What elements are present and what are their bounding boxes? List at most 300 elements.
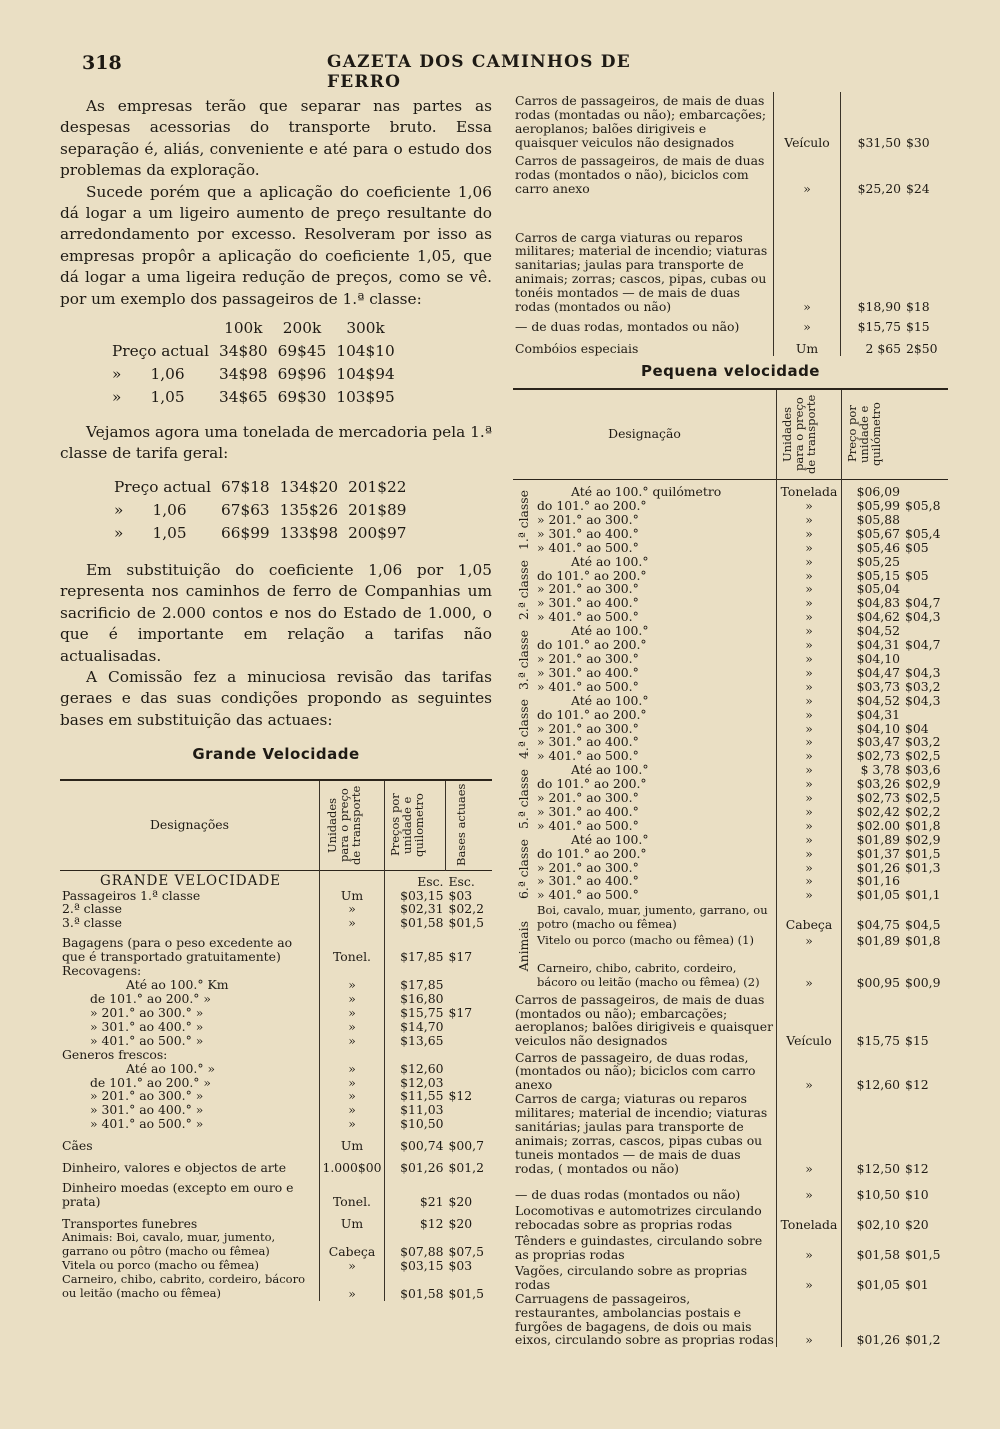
price-cell: $04,83 [842, 596, 903, 610]
unit-cell: » [320, 1034, 385, 1048]
base-cell: $10 [905, 1186, 929, 1202]
unit-cell: » [777, 666, 842, 680]
table-cell: 201$89 [348, 500, 407, 519]
passenger-comparison-table [110, 316, 405, 410]
base-cell [902, 652, 948, 666]
unit-cell: » [777, 527, 842, 541]
price-cell: $17,85 [385, 930, 446, 964]
table-cell: 133$98 [279, 523, 339, 542]
price-cell: $02.00 [842, 819, 903, 833]
base-cell: $04,5 [905, 917, 941, 933]
pequena-velocidade-table [513, 388, 948, 1347]
class-name: 3.ª classe [516, 629, 531, 690]
base-cell: $04,3 [905, 664, 941, 680]
column-header: Unidades para o preço de transporte [320, 780, 385, 870]
table-row [114, 477, 414, 498]
price-cell: $15,75 [842, 990, 903, 1048]
table-row [513, 680, 948, 694]
table-row [60, 1209, 492, 1231]
base-cell: $01,5 [905, 1246, 941, 1262]
unit-cell: » [774, 196, 841, 314]
table-row [513, 708, 948, 722]
table-row [513, 499, 948, 513]
base-cell: $01,2 [905, 1332, 941, 1348]
table-row [112, 341, 403, 362]
row-label: Boi, cavalo, muar, jumento, garrano, ou potro (macho ou fêmea) [537, 903, 768, 932]
table-cell: 69$96 [277, 365, 327, 384]
table-row [513, 990, 948, 1048]
table-row [513, 1262, 948, 1292]
row-label: Até ao 100.° [571, 553, 649, 569]
base-cell: $12 [905, 1160, 929, 1176]
row-label: Carros de passageiros, de mais de duas (montados ou não); embarcações; aeroplanos; balões dirigiveis e quaisquer veiculos não designados [515, 991, 773, 1049]
unit-cell: » [777, 749, 842, 763]
row-label: » 401.° ao 500.° » [90, 1032, 204, 1048]
row-label: — de duas rodas (montados ou não) [515, 1186, 741, 1202]
unit-cell: » [320, 978, 385, 992]
row-label: Cães [62, 1138, 93, 1154]
base-cell: $03,2 [905, 734, 941, 750]
paragraph: Vejamos agora uma tonelada de mercadoria pela 1.ª classe de tarifa geral: [60, 423, 492, 463]
table-row [513, 652, 948, 666]
row-label: » 401.° ao 500.° [537, 817, 639, 833]
base-cell: $01,8 [905, 817, 941, 833]
unit-cell: Um [774, 334, 841, 356]
row-label: Até ao 100.° [571, 623, 649, 639]
row-label: Passageiros 1.ª classe [62, 887, 201, 903]
row-label: do 101.° ao 200.° [537, 567, 647, 583]
row-label: » 201.° ao 300.° » [90, 1004, 204, 1020]
base-cell: $07,5 [448, 1244, 484, 1260]
row-label: Carros de carga; viaturas ou reparos militares; material de incendio; viaturas sanitárias; jaulas para transporte de animais; zorras, cascos, pipas cubas ou tuneis montados — de mais de duas rodas, ( montados ou não) [515, 1091, 768, 1176]
base-cell: $17 [448, 949, 473, 965]
table-row [513, 694, 948, 708]
price-cell: $05,99 [842, 499, 903, 513]
price-cell: $05,46 [842, 541, 903, 555]
table-row [114, 500, 414, 521]
table-row [60, 1273, 492, 1301]
price-cell: $05,04 [842, 582, 903, 596]
base-cell: $20 [448, 1194, 473, 1210]
unit-label: Esc. [448, 873, 475, 889]
table-cell: 103$95 [336, 388, 395, 407]
price-cell: $03,73 [842, 680, 903, 694]
table-cell: 67$18 [221, 477, 270, 496]
table-row [513, 833, 948, 847]
table-row [513, 932, 948, 948]
price-cell: $16,80 [385, 992, 446, 1006]
unit-cell: Tonelada [777, 1202, 842, 1232]
price-cell: $01,26 [842, 861, 903, 875]
row-label: Carros de carga viaturas ou reparos militares; material de incendio; viaturas sanitarias; jaulas para transporte de animais; zorras; cascos, pipas, cubas ou tonéis montados — de mais de duas rodas (montados ou não) [515, 229, 768, 315]
base-cell: $20 [448, 1216, 473, 1232]
price-cell: $04,31 [842, 638, 903, 652]
class-label [513, 694, 535, 764]
unit-cell: » [777, 652, 842, 666]
base-cell: $03 [448, 1257, 473, 1273]
table-row [513, 541, 948, 555]
table-cell: 200$97 [348, 523, 407, 542]
column-header: Designações [150, 817, 229, 833]
unit-cell: » [777, 624, 842, 638]
unit-cell: » [777, 777, 842, 791]
price-cell: $03,15 [385, 1259, 446, 1273]
base-cell [446, 1117, 493, 1131]
price-cell: $02,31 [385, 902, 446, 916]
row-label: Até ao 100.° [571, 692, 649, 708]
table-row [60, 1259, 492, 1273]
unit-cell: » [777, 932, 842, 948]
price-cell: $02,42 [842, 805, 903, 819]
row-label: 2.ª classe [62, 901, 122, 917]
table-cell: » 1,06 [114, 500, 187, 519]
price-cell: $06,09 [842, 479, 903, 499]
unit-cell: » [320, 1020, 385, 1034]
unit-cell: Tonel. [320, 930, 385, 964]
unit-cell: » [320, 1089, 385, 1103]
price-cell: $02,73 [842, 791, 903, 805]
unit-cell: » [320, 1103, 385, 1117]
base-cell [446, 1034, 493, 1048]
price-cell: $04,52 [842, 624, 903, 638]
page-header [82, 52, 692, 92]
goods-comparison-table [112, 475, 416, 546]
table-row [60, 1089, 492, 1103]
base-cell: $04,7 [905, 637, 941, 653]
table-cell: 66$99 [221, 523, 270, 542]
base-cell: 2$50 [906, 341, 938, 357]
row-label: do 101.° ao 200.° [537, 706, 647, 722]
price-cell: $17,85 [385, 978, 446, 992]
unit-cell: » [320, 992, 385, 1006]
table-row [513, 610, 948, 624]
base-cell: $15 [905, 1033, 929, 1049]
row-label: Até ao 100.° [571, 831, 649, 847]
price-cell: $12,03 [385, 1076, 446, 1090]
unit-label: Esc. [385, 870, 446, 888]
unit-cell: » [777, 722, 842, 736]
row-label: do 101.° ao 200.° [537, 498, 647, 513]
table-row [60, 1117, 492, 1131]
unit-cell: » [777, 694, 842, 708]
table-cell: 34$80 [219, 342, 268, 361]
row-label: » 301.° ao 400.° [537, 873, 639, 889]
table-cell: 134$20 [279, 477, 339, 496]
unit-cell: » [777, 763, 842, 777]
base-cell: $01,5 [905, 845, 941, 861]
base-cell: $04,3 [905, 692, 941, 708]
price-cell: $15,75 [385, 1006, 446, 1020]
price-cell: $01,58 [385, 1273, 446, 1301]
table-row [112, 387, 403, 408]
row-label: Dinheiro, valores e objectos de arte [62, 1160, 287, 1176]
unit-cell: » [777, 499, 842, 513]
base-cell: $02,9 [905, 776, 941, 792]
table-row [513, 479, 948, 499]
base-cell: $17 [448, 1004, 473, 1020]
base-cell [902, 582, 948, 596]
row-label: » 301.° ao 400.° [537, 664, 639, 680]
unit-cell: » [777, 708, 842, 722]
table-row [114, 523, 414, 544]
unit-cell: » [777, 680, 842, 694]
unit-cell: Cabeça [320, 1231, 385, 1259]
base-cell [902, 513, 948, 527]
section-title: Grande Velocidade [192, 745, 360, 764]
price-cell: $01,89 [842, 833, 903, 847]
row-label: Dinheiro moedas (excepto em ouro e prata) [62, 1180, 294, 1210]
table-row [513, 1202, 948, 1232]
base-cell: $02,2 [448, 901, 484, 917]
class-label [513, 624, 535, 694]
base-cell [446, 1048, 493, 1062]
row-label: Transportes funebres [62, 1216, 198, 1232]
unit-cell: » [777, 1092, 842, 1175]
base-cell [446, 1076, 493, 1090]
group-title: GRANDE VELOCIDADE [100, 872, 282, 889]
price-cell: $05,15 [842, 569, 903, 583]
price-cell: $12,60 [385, 1062, 446, 1076]
table-row [513, 1176, 948, 1202]
unit-cell [320, 1048, 385, 1062]
price-cell: $18,90 [841, 196, 904, 314]
unit-cell [320, 964, 385, 978]
row-label: » 301.° ao 400.° [537, 734, 639, 750]
base-cell: $04 [905, 720, 929, 736]
grande-velocidade-continued-table [513, 92, 948, 356]
price-cell: $12,60 [842, 1048, 903, 1092]
table-cell: » 1,05 [114, 523, 187, 542]
price-cell: $04,75 [842, 902, 903, 932]
base-cell: $00,9 [905, 975, 941, 991]
base-cell: $01,8 [905, 933, 941, 949]
row-label: Carneiro, chibo, cabrito, cordeiro, bácoro ou leitão (macho ou fêmea) (2) [537, 961, 760, 990]
base-cell: $04,7 [905, 595, 941, 611]
price-cell: $14,70 [385, 1020, 446, 1034]
row-label: » 201.° ao 300.° [537, 790, 639, 806]
unit-cell: » [777, 874, 842, 888]
table-row [513, 805, 948, 819]
table-row [60, 916, 492, 930]
row-label: de 101.° ao 200.° » [90, 1074, 212, 1090]
unit-cell: » [777, 861, 842, 875]
base-cell: $12 [448, 1088, 473, 1104]
price-cell: $21 [385, 1175, 446, 1209]
unit-cell: » [777, 948, 842, 990]
row-label: Carros de passageiros, de mais de duas rodas (montados o não), biciclos com carro anexo [515, 153, 765, 197]
grande-velocidade-table [60, 779, 492, 1301]
row-label: do 101.° ao 200.° [537, 637, 647, 653]
base-cell [446, 1020, 493, 1034]
base-cell [446, 1103, 493, 1117]
unit-cell: » [777, 1176, 842, 1202]
table-row [60, 1034, 492, 1048]
row-label: Até ao 100.° Km [126, 977, 229, 993]
unit-cell: » [777, 582, 842, 596]
row-label: Até ao 100.° [571, 762, 649, 778]
base-cell: $01,1 [905, 887, 941, 903]
price-cell: $00,74 [385, 1131, 446, 1153]
table-header: 200k [282, 319, 322, 338]
unit-cell: Um [320, 1209, 385, 1231]
price-cell: $04,31 [842, 708, 903, 722]
row-label: Vagões, circulando sobre as proprias rodas [515, 1262, 748, 1292]
base-cell [902, 555, 948, 569]
table-cell: 67$63 [221, 500, 270, 519]
price-cell: $05,88 [842, 513, 903, 527]
paragraph: Em substituição do coeficiente 1,06 por 1,05 representa nos caminhos de ferro de Companhias um sacrificio de 2.000 contos e nos do Estado de 1.000, o que é importante em relação a tarifas não actualisadas. [60, 560, 492, 665]
unit-cell: Cabeça [777, 902, 842, 932]
row-label: — de duas rodas, montados ou não) [515, 319, 740, 335]
base-cell: $01,5 [448, 915, 484, 931]
table-row [513, 874, 948, 888]
unit-cell: » [777, 888, 842, 902]
row-label: Carros de passageiros, de mais de duas rodas (montadas ou não); embarcações; aeroplanos; balões dirigiveis e quaisquer veiculos não designados [515, 93, 767, 151]
unit-cell: » [777, 638, 842, 652]
table-row [513, 819, 948, 833]
base-cell: $01,2 [448, 1160, 484, 1176]
row-label: » 401.° ao 500.° » [90, 1116, 204, 1132]
column-header [902, 389, 948, 479]
price-cell: $01,58 [385, 916, 446, 930]
unit-cell: » [320, 1076, 385, 1090]
unit-cell: » [320, 1006, 385, 1020]
table-row [60, 1231, 492, 1259]
row-label: do 101.° ao 200.° [537, 776, 647, 792]
table-row [513, 150, 948, 196]
table-row [60, 992, 492, 1006]
base-cell [902, 708, 948, 722]
table-row [513, 861, 948, 875]
base-cell: $02,2 [905, 803, 941, 819]
class-label [513, 763, 535, 833]
row-label: » 301.° ao 400.° » [90, 1018, 204, 1034]
base-cell: $02,9 [905, 831, 941, 847]
unit-cell: Um [320, 889, 385, 903]
price-cell: $03,47 [842, 735, 903, 749]
class-name: 1.ª classe [516, 490, 531, 551]
row-label: Animais: Boi, cavalo, muar, jumento, garrano ou pôtro (macho ou fêmea) [62, 1230, 276, 1259]
base-cell: $04,3 [905, 609, 941, 625]
paragraph: As empresas terão que separar nas partes as despesas acessorias do transporte bruto. Essa separação é, aliás, conveniente e até para o estudo dos problemas da exploração. [60, 97, 492, 180]
table-cell: 104$94 [336, 365, 395, 384]
row-label: » 201.° ao 300.° [537, 581, 639, 597]
unit-cell: » [774, 314, 841, 334]
table-row [513, 791, 948, 805]
table-cell: 104$10 [336, 342, 395, 361]
price-cell: $01,37 [842, 847, 903, 861]
section-title: Pequena velocidade [641, 362, 820, 380]
table-cell: 34$98 [219, 365, 268, 384]
price-cell: $05,25 [842, 555, 903, 569]
table-row [513, 638, 948, 652]
journal-title: GAZETA DOS CAMINHOS DE FERRO [327, 52, 631, 92]
table-cell: Preço actual [114, 477, 211, 496]
price-cell: $03,15 [385, 889, 446, 903]
table-row [60, 964, 492, 978]
row-label: Carruagens de passageiros, restaurantes, ambolancias postais e furgões de bagagens, de dois ou mais eixos, circulando sobre as proprias rodas [515, 1290, 774, 1348]
table-row [513, 624, 948, 638]
column-header: Unidades para o preço de transporte [777, 389, 842, 479]
unit-cell: » [777, 596, 842, 610]
table-cell: Preço actual [112, 342, 209, 361]
row-label: Locomotivas e automotrizes circulando rebocadas sobre as proprias rodas [515, 1202, 762, 1232]
class-label [513, 833, 535, 903]
price-cell: $01,26 [842, 1292, 903, 1348]
price-cell: $04,52 [842, 694, 903, 708]
table-row [60, 1131, 492, 1153]
unit-cell: » [777, 1262, 842, 1292]
row-label: » 401.° ao 500.° [537, 887, 639, 903]
table-cell: » 1,05 [112, 388, 185, 407]
price-cell: $15,75 [841, 314, 904, 334]
unit-cell: » [774, 150, 841, 196]
table-row [513, 596, 948, 610]
table-row [513, 334, 948, 356]
base-cell: $01 [905, 1276, 929, 1292]
row-label: » 401.° ao 500.° [537, 678, 639, 694]
base-cell [446, 964, 493, 978]
row-label: » 201.° ao 300.° [537, 650, 639, 666]
price-cell [385, 1048, 446, 1062]
class-name: 4.ª classe [516, 699, 531, 760]
unit-cell: » [777, 1232, 842, 1262]
price-cell: $ 3,78 [842, 763, 903, 777]
table-row [513, 196, 948, 314]
base-cell: $05 [905, 567, 929, 583]
table-row [513, 735, 948, 749]
base-cell: $05 [905, 539, 929, 555]
row-label: Carros de passageiro, de duas rodas, (montados ou não); biciclos com carro anexo [515, 1049, 756, 1093]
price-cell: $04,62 [842, 610, 903, 624]
class-label [513, 479, 535, 555]
row-label: » 301.° ao 400.° [537, 803, 639, 819]
right-column [513, 92, 948, 1347]
unit-cell: » [777, 513, 842, 527]
table-row [60, 1020, 492, 1034]
table-cell [320, 870, 385, 888]
table-cell: 34$65 [219, 388, 268, 407]
unit-cell: Tonelada [777, 479, 842, 499]
table-row [60, 978, 492, 992]
unit-cell: » [777, 555, 842, 569]
price-cell: $01,05 [842, 1262, 903, 1292]
page-number: 318 [82, 52, 122, 74]
unit-cell: Veículo [774, 92, 841, 150]
row-label: » 201.° ao 300.° [537, 720, 639, 736]
base-cell [902, 624, 948, 638]
price-cell: $11,03 [385, 1103, 446, 1117]
price-cell: $12,50 [842, 1092, 903, 1175]
table-row [513, 582, 948, 596]
table-cell: 201$22 [348, 477, 407, 496]
unit-cell: » [777, 833, 842, 847]
table-cell: 69$30 [277, 388, 327, 407]
table-row [513, 666, 948, 680]
table-header: 300k [346, 319, 385, 338]
table-row [513, 847, 948, 861]
price-cell: $01,89 [842, 932, 903, 948]
table-row [513, 902, 948, 932]
class-label [513, 555, 535, 625]
table-row [112, 364, 403, 385]
base-cell: $12 [905, 1077, 929, 1093]
row-label: » 201.° ao 300.° » [90, 1088, 204, 1104]
unit-cell: » [320, 1117, 385, 1131]
table-row [513, 1232, 948, 1262]
animais-label [513, 902, 535, 990]
unit-cell: » [777, 819, 842, 833]
